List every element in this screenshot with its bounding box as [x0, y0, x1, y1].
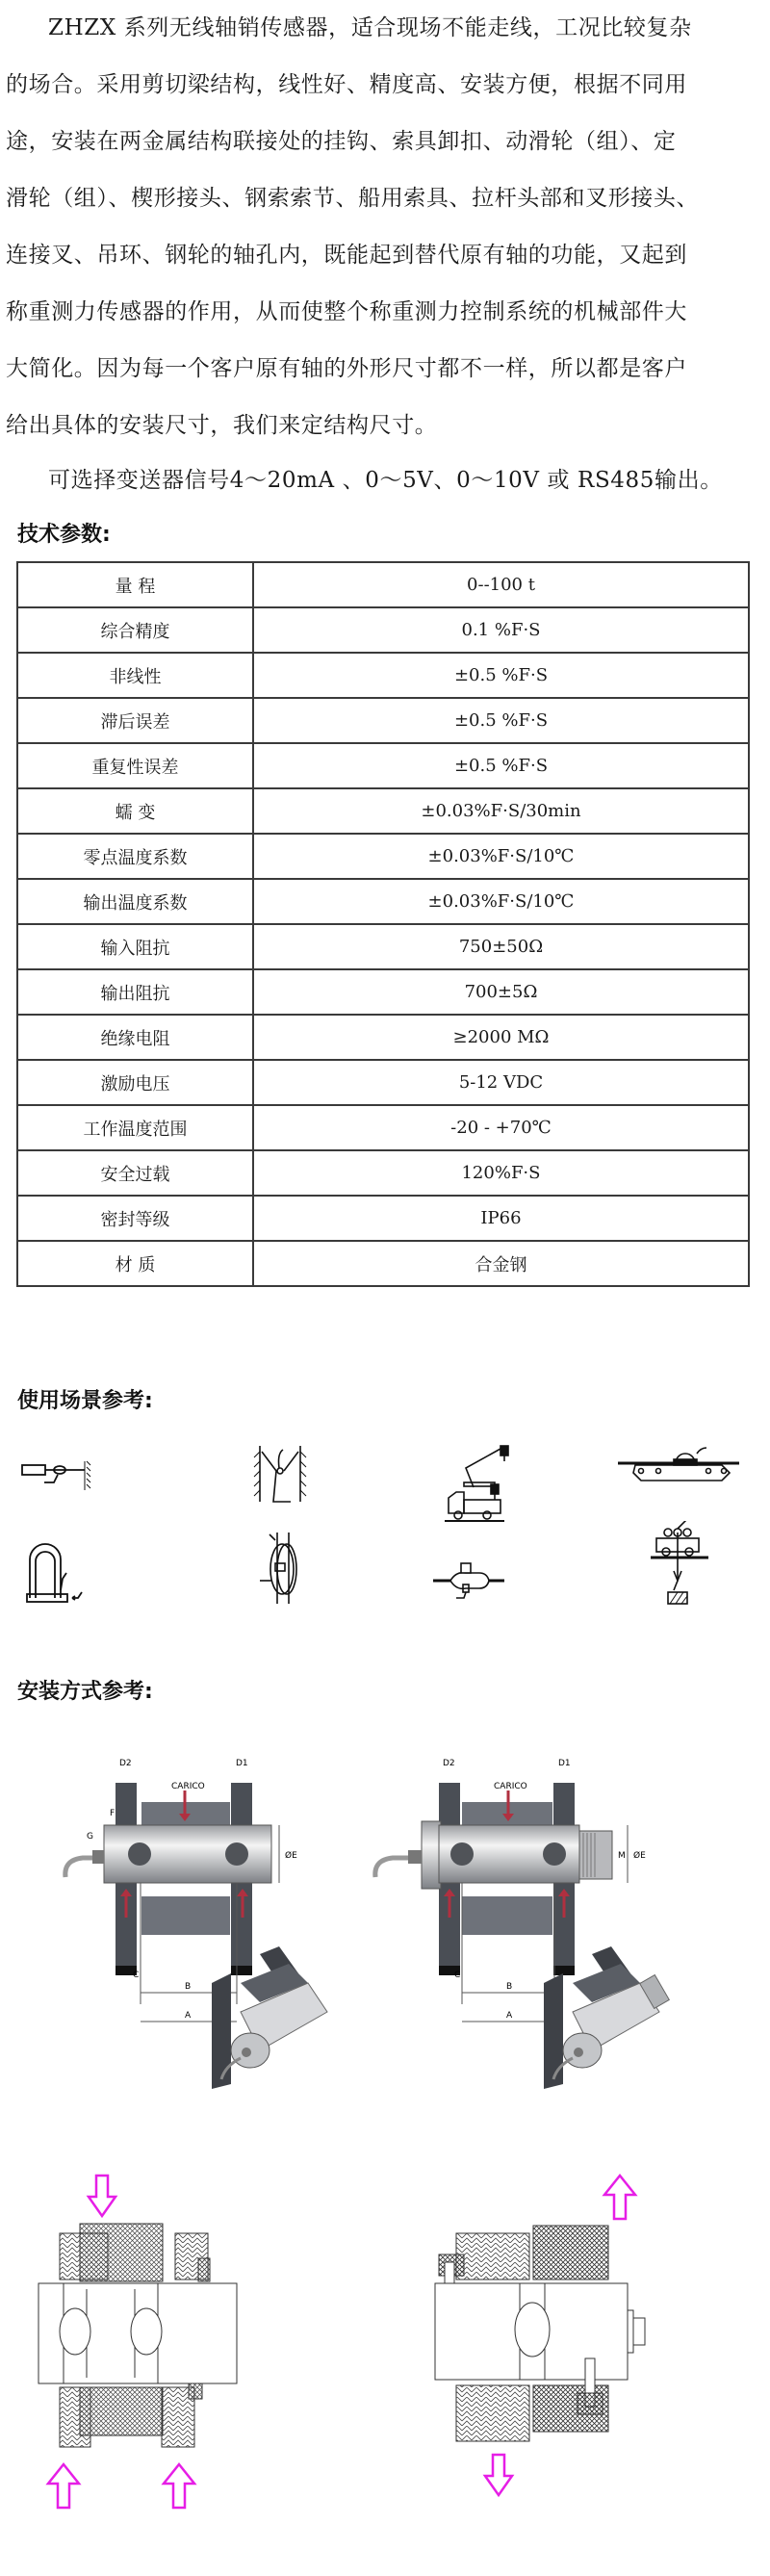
rope-socket-icon [431, 1559, 508, 1608]
spec-label: 综合精度 [17, 607, 253, 653]
intro-line: 途，安装在两金属结构联接处的挂钩、索具卸扣、动滑轮（组）、定 [6, 129, 677, 154]
spec-value: ±0.03%F·S/10℃ [253, 834, 749, 879]
spec-value: ≥2000 MΩ [253, 1015, 749, 1060]
table-row [17, 1060, 749, 1105]
intro-line: 大简化。因为每一个客户原有轴的外形尺寸都不一样，所以都是客户 [6, 356, 687, 381]
iso-render-right [534, 1945, 688, 2089]
spec-label: 工作温度范围 [17, 1105, 253, 1150]
spec-label: 蠕 变 [17, 788, 253, 834]
install-section-title: 安装方式参考: [17, 1680, 153, 1704]
intro-line: 滑轮（组）、楔形接头、钢索索节、船用索具、拉杆头部和叉形接头、 [6, 186, 700, 211]
label-b: B [506, 1982, 513, 1992]
spec-value: ±0.5 %F·S [253, 743, 749, 788]
section-diagram-left [19, 2166, 346, 2532]
label-b: B [185, 1982, 192, 1992]
label-c: C [133, 1971, 140, 1980]
table-row [17, 1241, 749, 1286]
wall-mounted-rod-icon [19, 1454, 91, 1502]
spec-value: ±0.5 %F·S [253, 653, 749, 698]
intro-line: 连接叉、吊环、钢轮的轴孔内，既能起到替代原有轴的功能，又起到 [6, 243, 687, 268]
usage-section-title: 使用场景参考: [17, 1389, 153, 1413]
iso-render-left [202, 1945, 356, 2089]
usage-icons-grid [0, 1444, 770, 1636]
spec-table [16, 561, 750, 1287]
table-row [17, 1105, 749, 1150]
spec-value: IP66 [253, 1196, 749, 1241]
output-options [6, 452, 766, 509]
label-g: G [87, 1832, 93, 1842]
spec-value: 合金钢 [253, 1241, 749, 1286]
label-d2: D2 [443, 1759, 455, 1768]
spec-value: 0.1 %F·S [253, 607, 749, 653]
shackle-icon [24, 1540, 91, 1608]
output-options-text: 可选择变送器信号4～20mA 、0～5V、0～10V 或 RS485输出。 [48, 468, 723, 493]
table-row [17, 698, 749, 743]
label-f: F [110, 1809, 116, 1818]
spec-value: 0--100 t [253, 562, 749, 607]
spec-label: 输入阻抗 [17, 924, 253, 969]
table-row [17, 562, 749, 607]
label-d2: D2 [119, 1759, 132, 1768]
spec-value: 750±50Ω [253, 924, 749, 969]
spec-value: 5-12 VDC [253, 1060, 749, 1105]
spec-value: 700±5Ω [253, 969, 749, 1015]
spec-label: 零点温度系数 [17, 834, 253, 879]
table-row [17, 788, 749, 834]
label-d1: D1 [558, 1759, 571, 1768]
spec-label: 输出温度系数 [17, 879, 253, 924]
pulley-between-walls-icon [252, 1444, 310, 1511]
spec-label: 非线性 [17, 653, 253, 698]
label-load: CARICO [494, 1782, 527, 1791]
section-diagram-right [385, 2166, 751, 2532]
intro-line: 给出具体的安装尺寸，我们来定结构尺寸。 [6, 413, 438, 438]
table-row [17, 969, 749, 1015]
label-load: CARICO [171, 1782, 205, 1791]
spec-value: ±0.5 %F·S [253, 698, 749, 743]
label-e: ØE [633, 1851, 646, 1861]
conveyor-roller-icon [616, 1444, 741, 1492]
label-e: ØE [285, 1851, 297, 1861]
trolley-hoist-icon [651, 1521, 728, 1617]
intro-paragraph [6, 0, 766, 454]
spec-label: 安全过载 [17, 1150, 253, 1196]
intro-line: 的场合。采用剪切梁结构，线性好、精度高、安装方便，根据不同用 [6, 72, 687, 97]
spec-value: 120%F·S [253, 1150, 749, 1196]
spec-label: 密封等级 [17, 1196, 253, 1241]
spec-label: 滞后误差 [17, 698, 253, 743]
table-row [17, 879, 749, 924]
truck-crane-icon [445, 1444, 522, 1526]
spec-value: ±0.03%F·S/30min [253, 788, 749, 834]
table-row [17, 1196, 749, 1241]
spec-value: -20 - +70℃ [253, 1105, 749, 1150]
spec-value: ±0.03%F·S/10℃ [253, 879, 749, 924]
spec-label: 激励电压 [17, 1060, 253, 1105]
table-row [17, 1150, 749, 1196]
table-row [17, 743, 749, 788]
spec-label: 绝缘电阻 [17, 1015, 253, 1060]
label-d1: D1 [236, 1759, 248, 1768]
table-row [17, 924, 749, 969]
spec-label: 输出阻抗 [17, 969, 253, 1015]
table-row [17, 834, 749, 879]
intro-line: 称重测力传感器的作用，从而使整个称重测力控制系统的机械部件大 [6, 299, 687, 324]
label-a: A [506, 2011, 513, 2021]
intro-line: ZHZX 系列无线轴销传感器，适合现场不能走线，工况比较复杂 [48, 15, 692, 40]
spec-label: 材 质 [17, 1241, 253, 1286]
table-row [17, 607, 749, 653]
table-row [17, 1015, 749, 1060]
spec-label: 量 程 [17, 562, 253, 607]
sheave-wheel-icon [258, 1531, 306, 1608]
label-m: M [618, 1851, 626, 1861]
label-c: C [454, 1971, 461, 1980]
label-a: A [185, 2011, 192, 2021]
table-row [17, 653, 749, 698]
spec-section-title: 技术参数: [17, 523, 111, 547]
spec-label: 重复性误差 [17, 743, 253, 788]
